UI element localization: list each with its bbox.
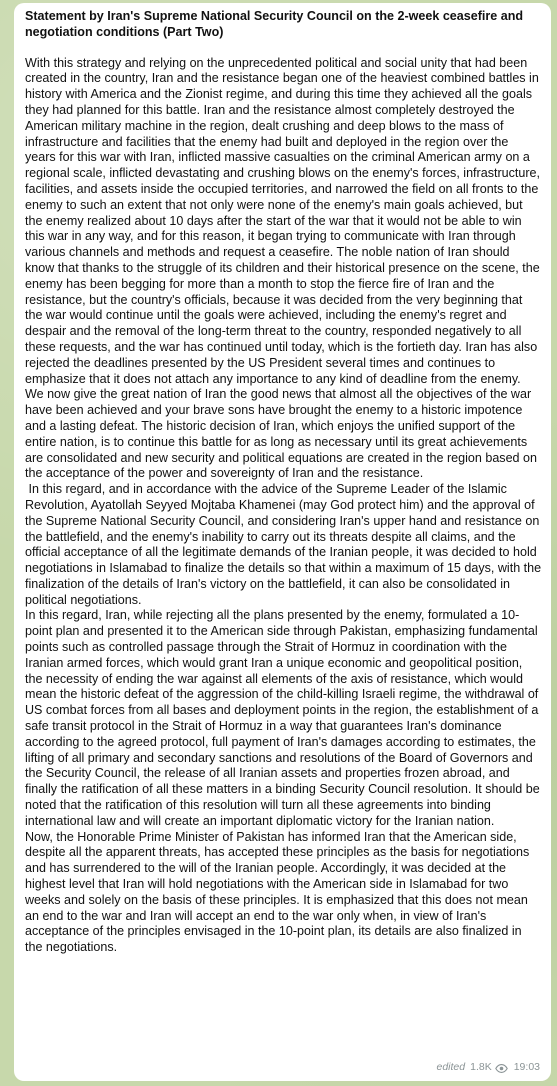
view-count: 1.8K: [470, 1061, 492, 1074]
message-paragraph: With this strategy and relying on the unprecedented political and social unity that had been created in the country, Iran and the resistance began one of the heaviest combined battles in history with America and the Zionist regime, and during this time they achieved all the goals they had planned for this battle. Iran and the resistance almost completely destroyed the American military machine in the region, dealt crushing and deep blows to the mass of infrastructure and facilities that the enemy had built and deployed in the region over the years for this war with Iran, inflicted massive casualties on the criminal American army on a regional scale, inflicted devastating and crushing blows on the enemy's forces, infrastructure, facilities, and assets inside the occupied territories, and narrowed the field on all fronts to the enemy to such an extent that not only were none of the enemy's main goals achieved, but the enemy realized about 10 days after the start of the war that it would not be able to win this war in any way, and for this reason, it began trying to communicate with Iran through various channels and methods and request a ceasefire. The noble nation of Iran should know that thanks to the struggle of its children and their historical presence on the scene, the enemy has been begging for more than a month to stop the fierce fire of Iran and the resistance, but the country's officials, because it was decided from the very beginning that the war would continue until the goals were achieved, including the enemy's regret and despair and the removal of the long-term threat to the country, responded negatively to all these requests, and the war has continued until today, which is the fortieth day. Iran has also rejected the deadlines presented by the US President several times and continues to emphasize that it does not attach any importance to any kind of deadline from the enemy.: [25, 55, 540, 386]
eye-icon: [495, 1064, 508, 1073]
message-time: 19:03: [513, 1061, 540, 1074]
message-paragraph: In this regard, and in accordance with the advice of the Supreme Leader of the Islamic Revolution, Ayatollah Seyyed Mojtaba Khamenei (may God protect him) and the approval of the Supreme National Security Council, and considering Iran's upper hand and resistance on the battlefield, and the enemy's inability to carry out its threats despite all claims, and the official acceptance of all the legitimate demands of the Iranian people, it was decided to hold negotiations in Islamabad to finalize the details so that within a maximum of 15 days, with the finalization of the details of Iran's victory on the battlefield, it can also be consolidated in political negotiations.: [25, 482, 545, 607]
message-title: Statement by Iran's Supreme National Security Council on the 2-week ceasefire and negotiation conditions (Part Two): [25, 9, 524, 39]
message-meta: [437, 1060, 541, 1076]
edited-label: edited: [436, 1061, 466, 1074]
message-paragraph: Now, the Honorable Prime Minister of Pakistan has informed Iran that the American side, despite all the apparent threats, has accepted these principles as the basis for negotiations and has surrendered to the will of the Iranian people. Accordingly, it was decided at the highest level that Iran will hold negotiations with the American side in Islamabad for two weeks and solely on the basis of these principles. It is emphasized that this does not mean an end to the war and Iran will accept an end to the war only when, in view of Iran's acceptance of the principles envisaged in the 10-point plan, its details are also finalized in the negotiations.: [25, 829, 530, 955]
message-paragraph: We now give the great nation of Iran the good news that almost all the objectives of the war have been achieved and your brave sons have brought the enemy to a historic impotence and a lasting defeat. The historic decision of Iran, which enjoys the unified support of the entire nation, is to continue this battle for as long as necessary until its great achievements are consolidated and new security and political equations are created in the region based on the acceptance of the power and sovereignty of Iran and the resistance.: [25, 387, 537, 481]
message-paragraph: In this regard, Iran, while rejecting all the plans presented by the enemy, formulated a 10-point plan and presented it to the American side through Pakistan, emphasizing fundamental points such as controlled passage through the Strait of Hormuz in coordination with the Iranian armed forces, which would grant Iran a unique economic and geopolitical position, the necessity of ending the war against all elements of the axis of resistance, which would mean the historic defeat of the aggression of the child-killing Israeli regime, the withdrawal of US combat forces from all bases and deployment points in the region, the establishment of a safe transit protocol in the Strait of Hormuz in a way that guarantees Iran's dominance according to the agreed protocol, full payment of Iran's damages according to estimates, the lifting of all primary and secondary sanctions and resolutions of the Board of Governors and the Security Council, the release of all Iranian assets and properties frozen abroad, and finally the ratification of all these matters in a binding Security Council resolution. It should be noted that the ratification of this resolution will turn all these agreements into binding international law and will create an important diplomatic victory for the Iranian nation.: [25, 608, 540, 828]
message-bubble[interactable]: [14, 3, 551, 1081]
